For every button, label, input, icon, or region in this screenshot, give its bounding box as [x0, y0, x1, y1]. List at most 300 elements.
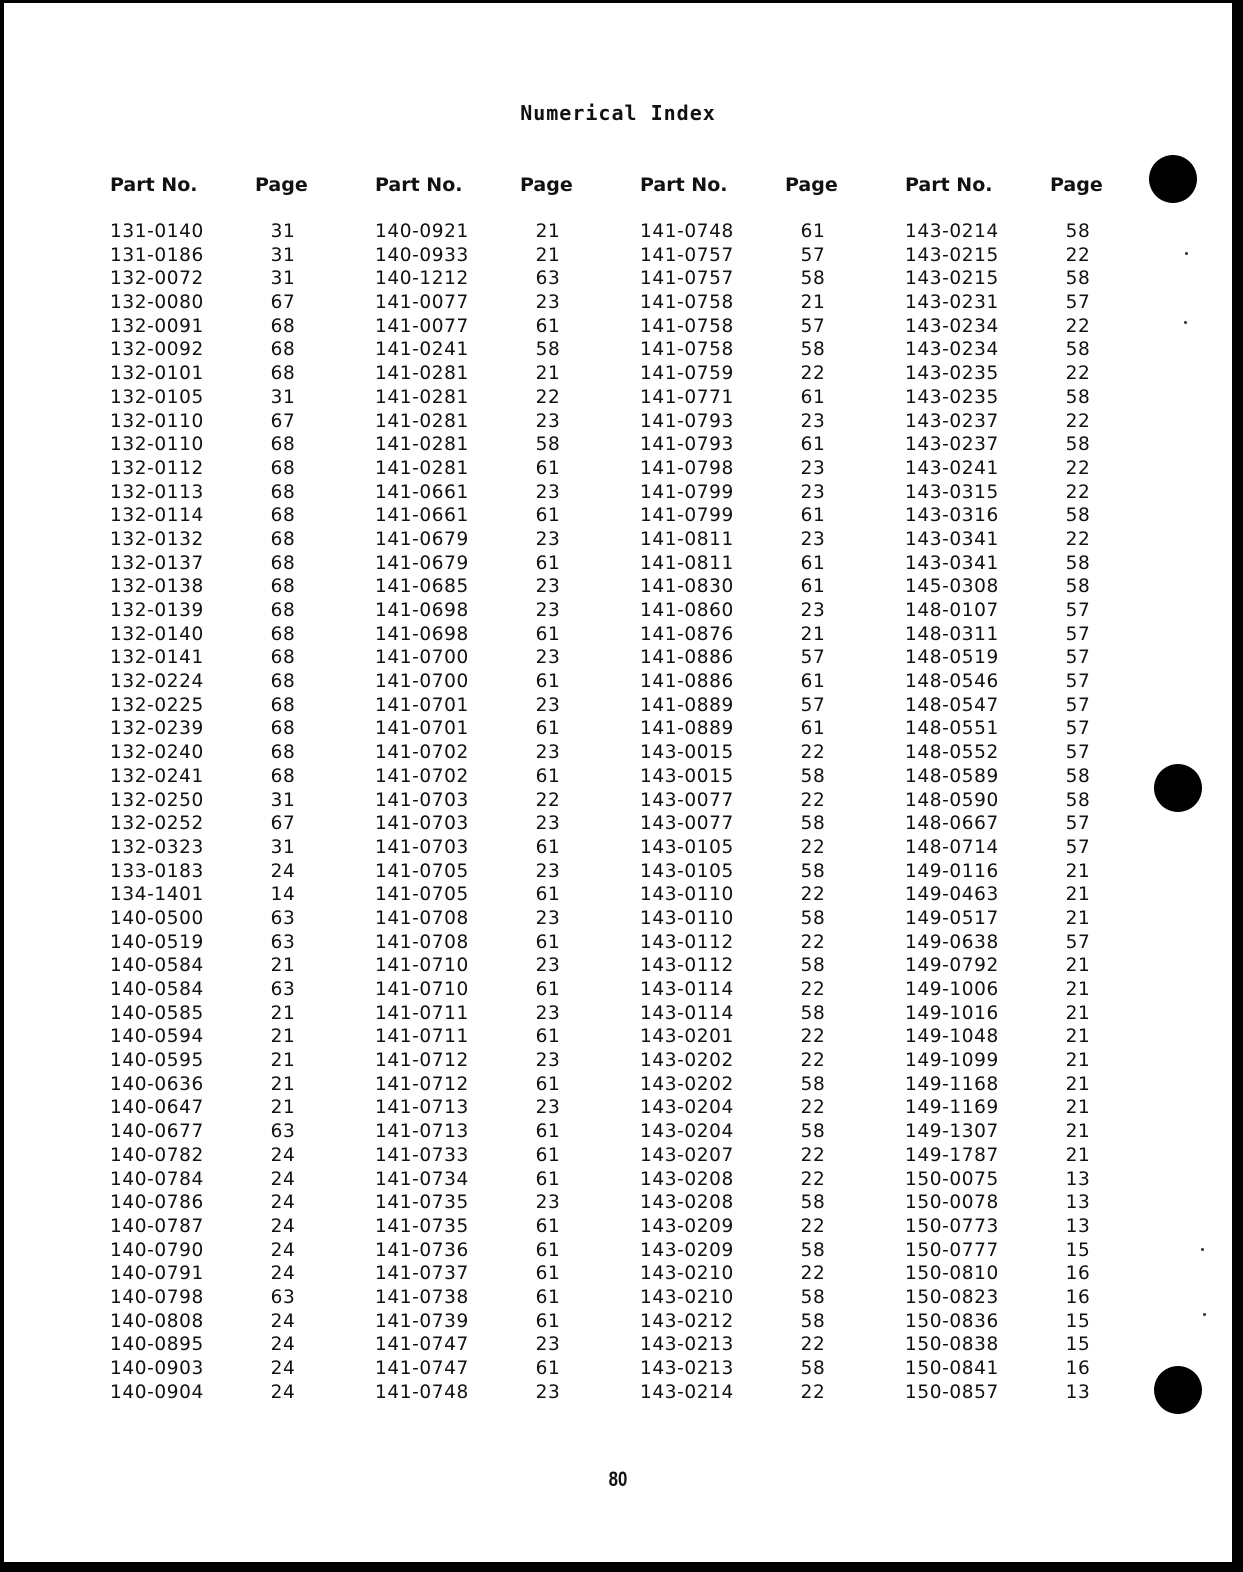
part-number: 141-0705 [375, 860, 469, 882]
part-number: 150-0823 [905, 1286, 999, 1308]
page-reference: 61 [535, 884, 561, 906]
page-reference: 21 [1065, 1144, 1091, 1166]
part-number: 141-0886 [640, 671, 734, 693]
page-reference: 21 [1065, 907, 1091, 929]
index-row [375, 908, 625, 932]
part-number: 141-0281 [375, 363, 469, 385]
index-row [640, 482, 890, 506]
part-number: 140-0585 [110, 1002, 204, 1024]
part-number: 141-0737 [375, 1263, 469, 1285]
index-row [640, 1334, 890, 1358]
page-reference: 22 [1065, 481, 1091, 503]
part-number: 143-0234 [905, 315, 999, 337]
index-row [375, 1263, 625, 1287]
part-number: 141-0703 [375, 813, 469, 835]
part-number: 141-0876 [640, 623, 734, 645]
page-reference: 61 [800, 434, 826, 456]
page-reference: 58 [1065, 765, 1091, 787]
part-number: 132-0240 [110, 742, 204, 764]
index-row [375, 813, 625, 837]
index-row [375, 458, 625, 482]
part-number: 141-0811 [640, 528, 734, 550]
index-row [640, 671, 890, 695]
part-number: 141-0705 [375, 884, 469, 906]
page-reference: 58 [1065, 505, 1091, 527]
part-number: 150-0857 [905, 1381, 999, 1403]
page-reference: 63 [270, 1286, 296, 1308]
page-reference: 23 [800, 528, 826, 550]
part-number: 141-0739 [375, 1310, 469, 1332]
page-reference: 31 [270, 836, 296, 858]
page-reference: 23 [535, 694, 561, 716]
page-reference: 58 [1065, 552, 1091, 574]
part-number: 149-1168 [905, 1073, 999, 1095]
part-number: 143-0207 [640, 1144, 734, 1166]
part-number: 143-0235 [905, 363, 999, 385]
index-row [905, 1145, 1155, 1169]
index-row [905, 434, 1155, 458]
page-reference: 67 [270, 813, 296, 835]
page-reference: 24 [270, 1239, 296, 1261]
index-row [905, 387, 1155, 411]
part-number: 141-0738 [375, 1286, 469, 1308]
part-number: 141-0281 [375, 457, 469, 479]
page-reference: 15 [1065, 1334, 1091, 1356]
part-number: 148-0547 [905, 694, 999, 716]
index-row [110, 245, 360, 269]
part-number: 141-0757 [640, 268, 734, 290]
part-number: 149-0638 [905, 931, 999, 953]
index-row [375, 529, 625, 553]
index-row [375, 1003, 625, 1027]
page-reference: 61 [800, 221, 826, 242]
part-number: 141-0889 [640, 694, 734, 716]
page-reference: 22 [800, 1097, 826, 1119]
column-header [375, 171, 625, 221]
part-number: 132-0092 [110, 339, 204, 361]
index-row [640, 884, 890, 908]
page-reference: 58 [535, 434, 561, 456]
part-number: 148-0546 [905, 671, 999, 693]
document-page [4, 3, 1232, 1562]
part-number: 141-0698 [375, 600, 469, 621]
column-header [640, 171, 890, 221]
page-reference: 57 [1065, 292, 1091, 314]
index-row [110, 268, 360, 292]
part-number: 149-0517 [905, 907, 999, 929]
page-reference: 61 [535, 718, 561, 740]
part-number: 143-0015 [640, 742, 734, 764]
index-row [375, 411, 625, 435]
part-number: 141-0735 [375, 1192, 469, 1214]
page-reference: 22 [800, 789, 826, 811]
page-reference: 61 [535, 836, 561, 858]
part-number: 141-0708 [375, 907, 469, 929]
part-number: 143-0341 [905, 552, 999, 574]
part-number: 141-0281 [375, 410, 469, 432]
page-reference: 61 [800, 671, 826, 693]
page-reference: 21 [270, 1002, 296, 1024]
part-number: 143-0105 [640, 860, 734, 882]
index-row [640, 1311, 890, 1335]
index-row [375, 600, 625, 624]
index-row [905, 1003, 1155, 1027]
index-row [110, 624, 360, 648]
part-number: 140-0895 [110, 1334, 204, 1356]
part-number: 140-0903 [110, 1358, 204, 1379]
page-reference: 57 [800, 647, 826, 669]
index-row [905, 742, 1155, 766]
page-reference: 22 [800, 1263, 826, 1285]
part-number: 149-1006 [905, 979, 999, 1000]
index-row [640, 813, 890, 837]
page-reference: 58 [535, 339, 561, 361]
part-number: 143-0213 [640, 1334, 734, 1356]
column-header [110, 171, 360, 221]
page-reference: 31 [270, 789, 296, 811]
page-reference: 58 [800, 1239, 826, 1261]
page-reference: 22 [1065, 528, 1091, 550]
index-row [640, 1382, 890, 1406]
index-rows [640, 221, 890, 1405]
page-reference: 16 [1065, 1263, 1091, 1285]
page-reference: 21 [535, 244, 561, 266]
page-reference: 22 [800, 931, 826, 953]
part-number: 141-0700 [375, 671, 469, 693]
part-number: 141-0661 [375, 505, 469, 527]
page-header: Page [520, 174, 573, 196]
page-reference: 22 [800, 1334, 826, 1356]
part-no-header: Part No. [905, 174, 993, 196]
index-row [905, 576, 1155, 600]
index-row [110, 1145, 360, 1169]
part-number: 140-0636 [110, 1073, 204, 1095]
page-reference: 61 [535, 671, 561, 693]
page-header: Page [255, 174, 308, 196]
part-number: 149-1169 [905, 1097, 999, 1119]
index-row [640, 553, 890, 577]
index-row [110, 387, 360, 411]
index-row [640, 1145, 890, 1169]
index-row [375, 1287, 625, 1311]
part-number: 143-0110 [640, 884, 734, 906]
index-row [640, 458, 890, 482]
part-number: 141-0758 [640, 339, 734, 361]
part-number: 141-0281 [375, 434, 469, 456]
page-reference: 61 [535, 979, 561, 1000]
page-reference: 24 [270, 1192, 296, 1214]
index-row [375, 1097, 625, 1121]
part-number: 140-0782 [110, 1144, 204, 1166]
part-number: 145-0308 [905, 576, 999, 598]
part-number: 143-0201 [640, 1026, 734, 1048]
page-reference: 61 [800, 552, 826, 574]
page-reference: 68 [270, 647, 296, 669]
part-number: 141-0661 [375, 481, 469, 503]
page-reference: 61 [535, 765, 561, 787]
part-number: 150-0841 [905, 1358, 999, 1379]
page-reference: 61 [535, 315, 561, 337]
index-row [640, 292, 890, 316]
index-column-2 [375, 171, 625, 1405]
part-number: 140-0790 [110, 1239, 204, 1261]
part-number: 133-0183 [110, 860, 204, 882]
part-number: 141-0708 [375, 931, 469, 953]
page-title: Numerical Index [520, 101, 716, 125]
part-number: 143-0212 [640, 1310, 734, 1332]
page-reference: 22 [800, 742, 826, 764]
part-number: 141-0811 [640, 552, 734, 574]
index-row [640, 766, 890, 790]
part-number: 132-0137 [110, 552, 204, 574]
page-reference: 68 [270, 718, 296, 740]
page-reference: 21 [1065, 1121, 1091, 1143]
part-number: 141-0860 [640, 600, 734, 621]
part-number: 148-0552 [905, 742, 999, 764]
page-reference: 63 [270, 979, 296, 1000]
part-number: 141-0713 [375, 1121, 469, 1143]
part-number: 148-0714 [905, 836, 999, 858]
index-row [110, 766, 360, 790]
page-reference: 58 [1065, 434, 1091, 456]
part-number: 141-0711 [375, 1026, 469, 1048]
index-row [905, 1358, 1155, 1382]
page-reference: 21 [1065, 1002, 1091, 1024]
part-number: 141-0710 [375, 955, 469, 977]
part-number: 140-0500 [110, 907, 204, 929]
part-number: 143-0105 [640, 836, 734, 858]
index-row [375, 742, 625, 766]
page-reference: 57 [800, 244, 826, 266]
page-reference: 31 [270, 221, 296, 242]
part-number: 143-0208 [640, 1168, 734, 1190]
index-row [110, 647, 360, 671]
index-row [110, 1026, 360, 1050]
page-reference: 21 [270, 1050, 296, 1072]
index-row [375, 718, 625, 742]
page-reference: 23 [535, 907, 561, 929]
page-reference: 63 [270, 907, 296, 929]
page-reference: 16 [1065, 1286, 1091, 1308]
page-reference: 22 [800, 363, 826, 385]
part-number: 141-0758 [640, 315, 734, 337]
index-row [110, 1216, 360, 1240]
page-reference: 58 [800, 1310, 826, 1332]
part-number: 143-0214 [640, 1381, 734, 1403]
page-reference: 24 [270, 1263, 296, 1285]
index-row [905, 624, 1155, 648]
index-column-1 [110, 171, 360, 1405]
index-row [110, 1334, 360, 1358]
index-row [375, 979, 625, 1003]
index-row [905, 221, 1155, 245]
index-row [110, 695, 360, 719]
part-number: 132-0323 [110, 836, 204, 858]
page-reference: 21 [535, 221, 561, 242]
part-number: 150-0836 [905, 1310, 999, 1332]
page-reference: 22 [800, 1215, 826, 1237]
index-rows [375, 221, 625, 1405]
index-row [905, 1121, 1155, 1145]
page-reference: 21 [270, 1097, 296, 1119]
page-reference: 68 [270, 315, 296, 337]
part-number: 148-0311 [905, 623, 999, 645]
part-number: 141-0703 [375, 789, 469, 811]
part-number: 132-0139 [110, 600, 204, 621]
index-row [110, 576, 360, 600]
page-reference: 68 [270, 339, 296, 361]
part-number: 148-0589 [905, 765, 999, 787]
index-row [905, 1216, 1155, 1240]
part-number: 149-1048 [905, 1026, 999, 1048]
index-row [905, 1287, 1155, 1311]
page-reference: 21 [1065, 979, 1091, 1000]
index-row [110, 861, 360, 885]
binder-hole-middle [1154, 764, 1202, 812]
index-row [905, 245, 1155, 269]
part-number: 141-0712 [375, 1073, 469, 1095]
page-reference: 24 [270, 860, 296, 882]
page-reference: 22 [1065, 363, 1091, 385]
index-row [110, 884, 360, 908]
part-number: 132-0141 [110, 647, 204, 669]
page-reference: 58 [800, 339, 826, 361]
index-rows [905, 221, 1155, 1405]
part-number: 150-0838 [905, 1334, 999, 1356]
index-row [905, 766, 1155, 790]
page-reference: 23 [535, 576, 561, 598]
index-row [905, 411, 1155, 435]
page-reference: 61 [535, 1168, 561, 1190]
part-number: 149-0792 [905, 955, 999, 977]
page-reference: 21 [1065, 1073, 1091, 1095]
page-reference: 58 [800, 1192, 826, 1214]
part-number: 141-0799 [640, 481, 734, 503]
part-number: 143-0235 [905, 386, 999, 408]
part-number: 132-0241 [110, 765, 204, 787]
index-row [375, 434, 625, 458]
part-number: 141-0703 [375, 836, 469, 858]
part-number: 143-0204 [640, 1121, 734, 1143]
page-reference: 23 [535, 528, 561, 550]
index-row [905, 1097, 1155, 1121]
part-number: 150-0075 [905, 1168, 999, 1190]
index-row [110, 1192, 360, 1216]
page-reference: 23 [535, 481, 561, 503]
page-reference: 68 [270, 694, 296, 716]
part-number: 143-0077 [640, 789, 734, 811]
page-reference: 61 [535, 623, 561, 645]
part-number: 141-0679 [375, 552, 469, 574]
part-number: 149-0463 [905, 884, 999, 906]
page-reference: 31 [270, 244, 296, 266]
page-reference: 22 [800, 1026, 826, 1048]
index-row [640, 979, 890, 1003]
page-reference: 61 [535, 1215, 561, 1237]
part-number: 132-0140 [110, 623, 204, 645]
page-reference: 68 [270, 481, 296, 503]
page-reference: 23 [535, 860, 561, 882]
index-row [640, 647, 890, 671]
page-reference: 24 [270, 1334, 296, 1356]
page-reference: 23 [535, 292, 561, 314]
page-reference: 61 [800, 718, 826, 740]
index-row [375, 1050, 625, 1074]
page-reference: 61 [535, 505, 561, 527]
index-row [110, 1287, 360, 1311]
page-reference: 13 [1065, 1192, 1091, 1214]
index-row [375, 695, 625, 719]
part-number: 132-0091 [110, 315, 204, 337]
part-number: 140-0786 [110, 1192, 204, 1214]
index-row [110, 529, 360, 553]
index-row [110, 671, 360, 695]
part-number: 143-0077 [640, 813, 734, 835]
part-number: 132-0138 [110, 576, 204, 598]
page-reference: 61 [535, 1263, 561, 1285]
page-reference: 21 [270, 955, 296, 977]
index-row [640, 363, 890, 387]
part-number: 140-0647 [110, 1097, 204, 1119]
part-number: 141-0734 [375, 1168, 469, 1190]
index-row [110, 553, 360, 577]
index-row [640, 576, 890, 600]
part-number: 143-0209 [640, 1239, 734, 1261]
part-number: 141-0712 [375, 1050, 469, 1072]
page-reference: 22 [800, 836, 826, 858]
index-row [905, 1311, 1155, 1335]
page-header: Page [1050, 174, 1103, 196]
index-row [375, 553, 625, 577]
column-header [905, 171, 1155, 221]
page-reference: 23 [535, 1381, 561, 1403]
index-row [375, 482, 625, 506]
scan-speck [1203, 1313, 1206, 1316]
part-number: 150-0777 [905, 1239, 999, 1261]
page-reference: 68 [270, 765, 296, 787]
index-rows [110, 221, 360, 1405]
binder-hole-bottom [1154, 1366, 1202, 1414]
page-reference: 22 [800, 1144, 826, 1166]
page-reference: 31 [270, 268, 296, 290]
index-row [375, 790, 625, 814]
index-row [640, 1287, 890, 1311]
index-row [905, 647, 1155, 671]
index-row [905, 718, 1155, 742]
page-reference: 15 [1065, 1310, 1091, 1332]
part-number: 141-0701 [375, 694, 469, 716]
part-number: 148-0519 [905, 647, 999, 669]
page-reference: 23 [535, 1097, 561, 1119]
index-row [110, 979, 360, 1003]
page-reference: 21 [1065, 1026, 1091, 1048]
page-reference: 57 [1065, 718, 1091, 740]
index-row [110, 908, 360, 932]
index-row [905, 529, 1155, 553]
scan-speck [1201, 1248, 1204, 1251]
index-row [905, 790, 1155, 814]
index-row [110, 1263, 360, 1287]
page-reference: 61 [535, 457, 561, 479]
index-row [375, 955, 625, 979]
part-number: 141-0798 [640, 457, 734, 479]
page-reference: 58 [1065, 268, 1091, 290]
index-row [905, 505, 1155, 529]
index-row [110, 1169, 360, 1193]
page-reference: 23 [800, 600, 826, 621]
index-row [375, 1240, 625, 1264]
part-number: 141-0077 [375, 292, 469, 314]
